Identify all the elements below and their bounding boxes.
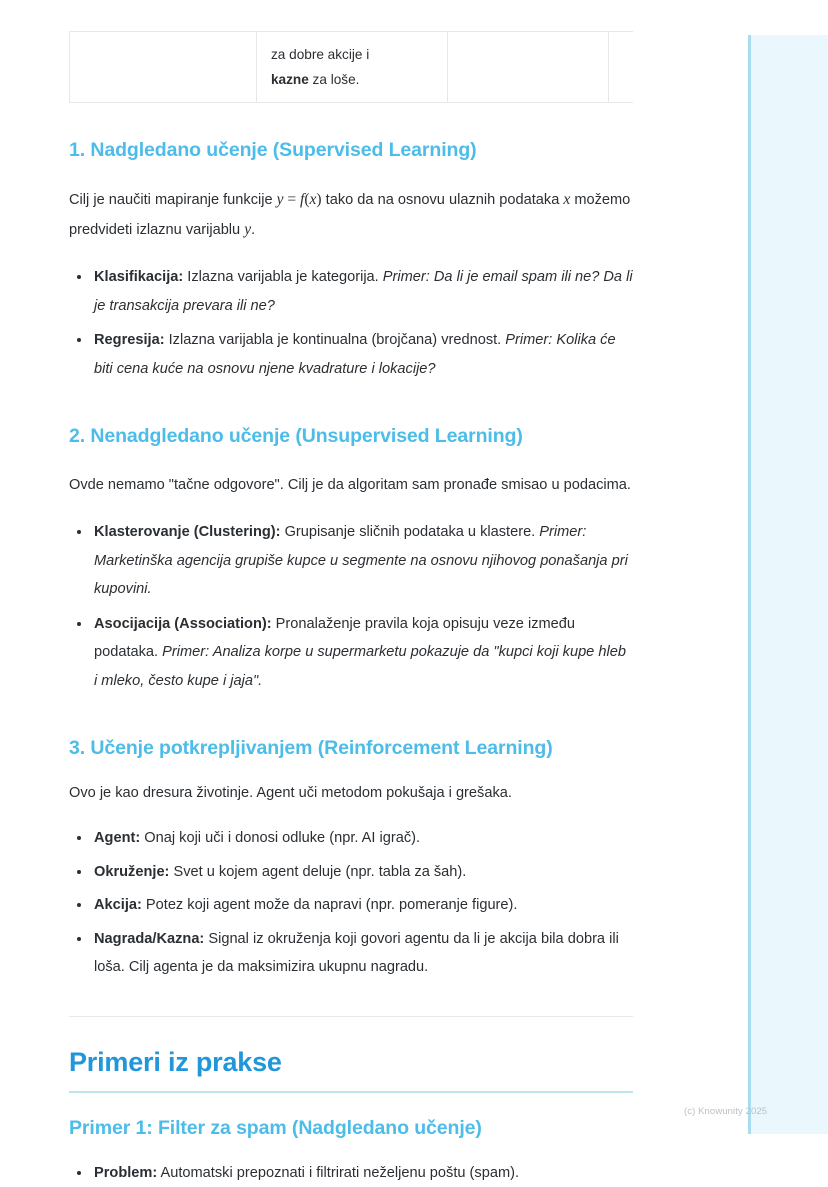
math-function-f: f: [300, 191, 304, 208]
list-item-text: Onaj koji uči i donosi odluke (npr. AI igrač).: [140, 830, 420, 846]
list-item: [69, 858, 633, 887]
math-variable-y: y: [277, 191, 284, 208]
text-fragment: tako da na osnovu ulaznih podataka: [322, 192, 564, 208]
copyright-footer: (c) Knowunity 2025: [684, 1105, 767, 1118]
list-item-text: Izlazna varijabla je kontinualna (brojčana) vrednost.: [165, 332, 506, 348]
heading-examples: Primeri iz prakse: [69, 1045, 633, 1079]
text-fragment: možemo predvideti izlaznu varijablu: [69, 192, 630, 238]
list-example-1-details: [69, 1159, 633, 1187]
table-cell-bold-term: kazne: [271, 72, 309, 87]
math-equals: =: [284, 191, 301, 208]
table-cell-col4: [609, 32, 634, 103]
math-paren-close: ): [316, 191, 321, 208]
math-paren-open: (: [304, 191, 309, 208]
list-item-lead: Klasifikacija:: [94, 269, 183, 285]
list-item-text: Svet u kojem agent deluje (npr. tabla za šah).: [169, 864, 466, 880]
table-cell-col3: [448, 32, 609, 103]
document-content: [69, 0, 633, 1187]
list-item: [69, 925, 633, 982]
page-gutter-edge-rule: [748, 35, 751, 1134]
page-gutter-band: [748, 35, 828, 1134]
math-variable-x-2: x: [563, 191, 570, 208]
list-item-example: Primer: Kolika će biti cena kuće na osnovu njene kvadrature i lokacije?: [94, 332, 616, 377]
list-item-example: Primer: Analiza korpe u supermarketu pokazuje da "kupci koji kupe hleb i mleko, često kupe i jaja".: [94, 644, 626, 689]
list-item-example: Primer: Da li je email spam ili ne? Da li je transakcija prevara ili ne?: [94, 269, 633, 314]
table-cell-line-1: za dobre akcije i: [271, 42, 433, 67]
list-reinforcement-terms: [69, 824, 633, 982]
paragraph-unsupervised-intro: Ovde nemamo "tačne odgovore". Cilj je da algoritam sam pronađe smisao u podacima.: [69, 471, 633, 500]
list-item-lead: Klasterovanje (Clustering):: [94, 524, 281, 540]
list-item: [69, 824, 633, 853]
list-item-lead: Nagrada/Kazna:: [94, 931, 204, 947]
list-item-lead: Asocijacija (Association):: [94, 616, 272, 632]
list-item-lead: Agent:: [94, 830, 140, 846]
heading-supervised-learning: 1. Nadgledano učenje (Supervised Learning): [69, 137, 633, 163]
list-item-text: Grupisanje sličnih podataka u klastere.: [281, 524, 540, 540]
table-cell-rest: za loše.: [309, 72, 360, 87]
list-item-lead: Okruženje:: [94, 864, 169, 880]
comparison-table-clipped: [69, 25, 633, 103]
list-item-text: Izlazna varijabla je kategorija.: [183, 269, 383, 285]
table-cell-col1: [70, 32, 257, 103]
list-item-text: Potez koji agent može da napravi (npr. pomeranje figure).: [142, 897, 518, 913]
list-item-example: Primer: Marketinška agencija grupiše kupce u segmente na osnovu njihovog ponašanja pri kupovini.: [94, 524, 628, 597]
list-item: [69, 1159, 633, 1187]
list-item: [69, 326, 633, 383]
paragraph-reinforcement-intro: Ovo je kao dresura životinje. Agent uči metodom pokušaja i grešaka.: [69, 779, 633, 808]
list-item-text: Pronalaženje pravila koja opisuju veze između podataka.: [94, 616, 575, 661]
list-item: [69, 891, 633, 920]
list-item-lead: Regresija:: [94, 332, 165, 348]
table-cell-line-2: [271, 67, 433, 92]
heading-reinforcement-learning: 3. Učenje potkrepljivanjem (Reinforcement Learning): [69, 735, 633, 761]
list-item-lead: Problem:: [94, 1165, 157, 1181]
list-item: [69, 518, 633, 604]
comparison-table: [69, 31, 633, 103]
math-variable-x: x: [310, 191, 317, 208]
math-variable-y-2: y: [244, 221, 251, 238]
list-item-text: Signal iz okruženja koji govori agentu da li je akcija bila dobra ili loša. Cilj agenta je da maksimizira ukupnu nagradu.: [94, 931, 619, 976]
table-row: [70, 32, 634, 103]
list-item: [69, 610, 633, 696]
list-item: [69, 263, 633, 320]
list-item-text: Automatski prepoznati i filtrirati neželjenu poštu (spam).: [157, 1165, 519, 1181]
paragraph-supervised-intro: [69, 185, 633, 245]
text-fragment: .: [251, 222, 255, 238]
table-cell-col2: [257, 32, 448, 103]
text-fragment: Cilj je naučiti mapiranje funkcije: [69, 192, 277, 208]
heading-unsupervised-learning: 2. Nenadgledano učenje (Unsupervised Learning): [69, 423, 633, 449]
list-unsupervised-types: [69, 518, 633, 695]
list-item-lead: Akcija:: [94, 897, 142, 913]
heading-example-1: Primer 1: Filter za spam (Nadgledano učenje): [69, 1115, 633, 1141]
list-supervised-types: [69, 263, 633, 383]
